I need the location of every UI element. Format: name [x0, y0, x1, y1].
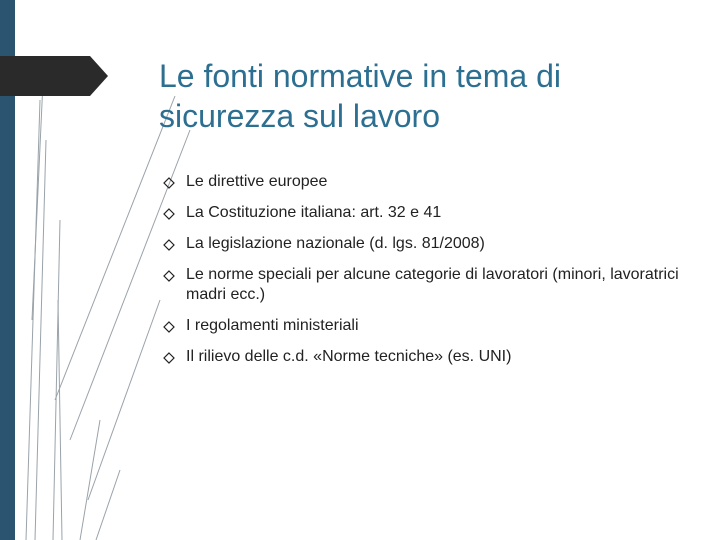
- diamond-outline-icon: [163, 177, 175, 189]
- list-item: [161, 316, 681, 336]
- list-item: [161, 203, 681, 223]
- diamond-outline-icon: [163, 208, 175, 220]
- list-item: [161, 234, 681, 254]
- diamond-outline-icon: [163, 270, 175, 282]
- title-tab-shape: [0, 56, 110, 96]
- slide-title: Le fonti normative in tema di sicurezza sul lavoro: [159, 58, 561, 134]
- diamond-outline-icon: [163, 352, 175, 364]
- list-item: [161, 172, 681, 192]
- bullet-text: La legislazione nazionale (d. lgs. 81/2008): [186, 235, 485, 252]
- list-item: [161, 347, 681, 367]
- bullet-text: Le direttive europee: [186, 173, 328, 190]
- diamond-outline-icon: [163, 321, 175, 333]
- diamond-outline-icon: [163, 239, 175, 251]
- bullet-text: La Costituzione italiana: art. 32 e 41: [186, 204, 442, 221]
- bullet-text: I regolamenti ministeriali: [186, 317, 359, 334]
- bullet-list: [161, 172, 681, 378]
- list-item: [161, 265, 681, 305]
- bullet-text: Le norme speciali per alcune categorie di lavoratori (minori, lavoratrici madri ecc.): [186, 266, 679, 303]
- bullet-text: Il rilievo delle c.d. «Norme tecniche» (es. UNI): [186, 348, 512, 365]
